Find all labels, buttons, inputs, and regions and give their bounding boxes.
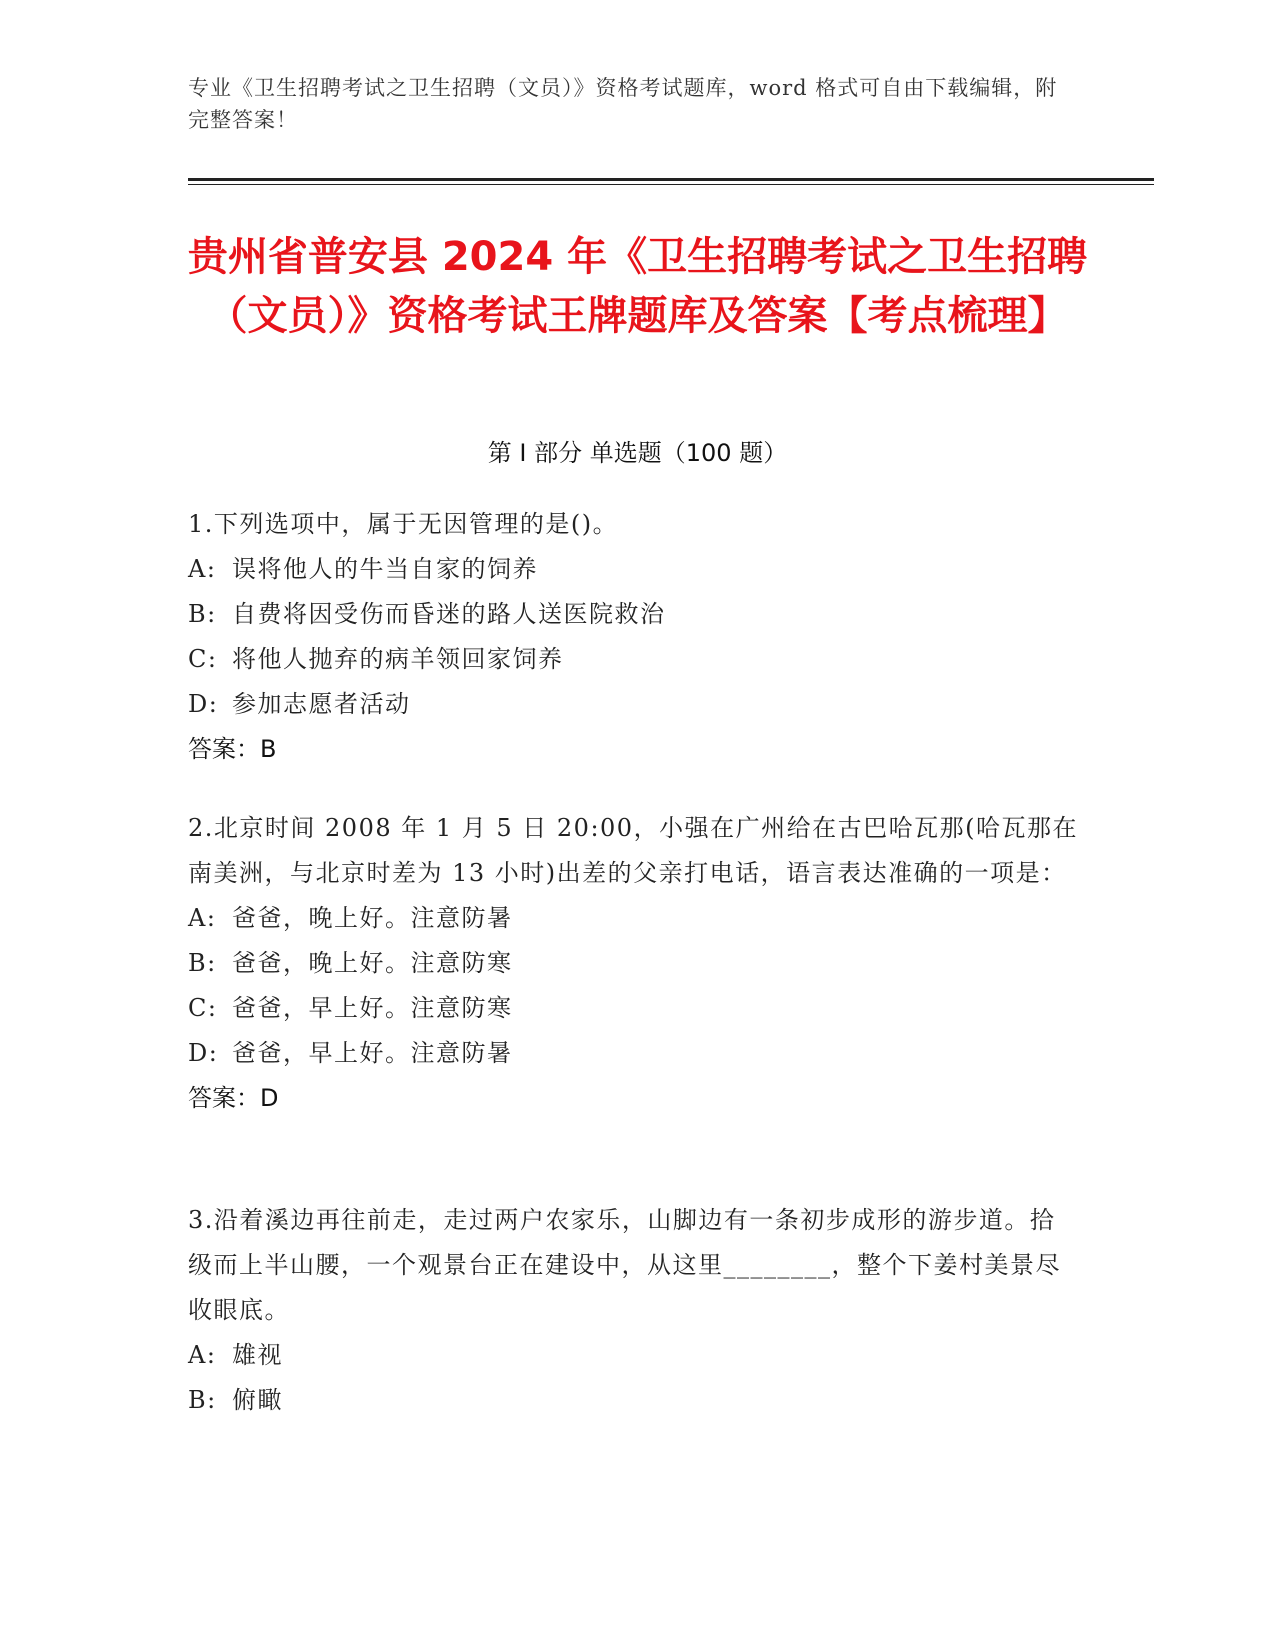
option-key: D: <box>188 1039 219 1067</box>
option-a <box>188 547 1078 592</box>
option-key: D: <box>188 690 219 718</box>
option-b <box>188 1378 1078 1423</box>
question-1 <box>188 502 1078 772</box>
option-text: 爸爸，早上好。注意防暑 <box>232 1039 513 1067</box>
option-text: 爸爸，早上好。注意防寒 <box>232 994 513 1022</box>
option-text: 爸爸，晚上好。注意防寒 <box>232 949 513 977</box>
option-text: 爸爸，晚上好。注意防暑 <box>232 904 513 932</box>
option-key: A: <box>188 904 217 932</box>
option-text: 将他人抛弃的病羊领回家饲养 <box>232 645 564 673</box>
option-key: A: <box>188 555 217 583</box>
option-text: 自费将因受伤而昏迷的路人送医院救治 <box>232 600 666 628</box>
option-a <box>188 896 1078 941</box>
option-text: 雄视 <box>232 1341 283 1369</box>
option-key: B: <box>188 1386 217 1414</box>
option-d <box>188 682 1078 727</box>
option-d <box>188 1031 1078 1076</box>
option-text: 俯瞰 <box>232 1386 283 1414</box>
option-a <box>188 1333 1078 1378</box>
question-stem: 3.沿着溪边再往前走，走过两户农家乐，山脚边有一条初步成形的游步道。拾级而上半山腰，一个观景台正在建设中，从这里________，整个下姜村美景尽收眼底。 <box>188 1206 1061 1324</box>
document-title: 贵州省普安县 2024 年《卫生招聘考试之卫生招聘（文员）》资格考试王牌题库及答案【考点梳理】 <box>187 234 1088 339</box>
option-c <box>188 637 1078 682</box>
header-divider-thin <box>188 184 1154 185</box>
option-key: C: <box>188 645 218 673</box>
answer-line: 答案：D <box>188 1084 279 1112</box>
option-key: A: <box>188 1341 217 1369</box>
question-2 <box>188 806 1078 1121</box>
option-c <box>188 986 1078 1031</box>
option-b <box>188 592 1078 637</box>
option-key: C: <box>188 994 218 1022</box>
option-key: B: <box>188 600 217 628</box>
header-note: 专业《卫生招聘考试之卫生招聘（文员）》资格考试题库，word 格式可自由下载编辑，附完整答案！ <box>188 76 1058 132</box>
header-divider <box>188 178 1154 181</box>
question-stem: 2.北京时间 2008 年 1 月 5 日 20:00，小强在广州给在古巴哈瓦那(哈瓦那在南美洲，与北京时差为 13 小时)出差的父亲打电话，语言表达准确的一项是： <box>188 814 1078 887</box>
option-b <box>188 941 1078 986</box>
question-3 <box>188 1198 1078 1423</box>
answer-line: 答案：B <box>188 735 277 763</box>
option-key: B: <box>188 949 217 977</box>
option-text: 误将他人的牛当自家的饲养 <box>232 555 538 583</box>
option-text: 参加志愿者活动 <box>232 690 411 718</box>
section-heading: 第 I 部分 单选题（100 题） <box>487 439 788 467</box>
question-stem: 1.下列选项中，属于无因管理的是()。 <box>188 510 619 538</box>
